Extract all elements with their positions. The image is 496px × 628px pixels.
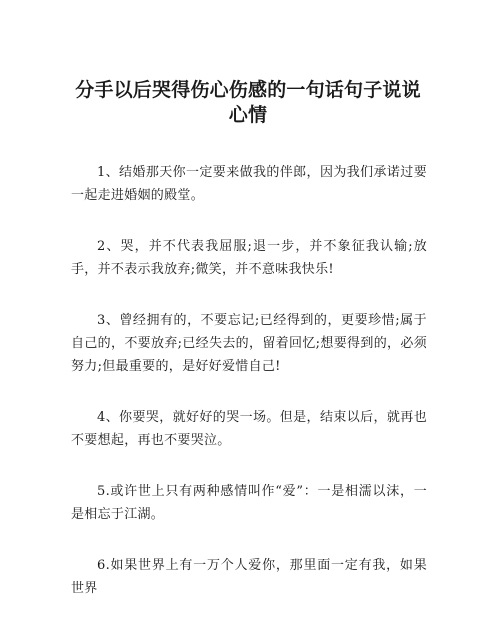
document-body [71, 161, 427, 628]
paragraph-3: 3、曾经拥有的，不要忘记;已经得到的，更要珍惜;属于自己的，不要放弃;已经失去的，留着回忆;想要得到的，必须努力;但最重要的，是好好爱惜自己! [71, 313, 427, 374]
paragraph-1: 1、结婚那天你一定要来做我的伴郎，因为我们承诺过要一起走进婚姻的殿堂。 [71, 165, 427, 203]
paragraph-5: 5.或许世上只有两种感情叫作“爱”：一是相濡以沫，一是相忘于江湖。 [71, 484, 427, 522]
paragraph-2: 2、哭，并不代表我屈服;退一步，并不象征我认输;放手，并不表示我放弃;微笑，并不意味我快乐! [71, 239, 427, 277]
document-title: 分手以后哭得伤心伤感的一句话句子说说心情 [75, 79, 421, 126]
paragraph-6: 6.如果世界上有一万个人爱你，那里面一定有我，如果世界 [71, 558, 427, 596]
paragraph-4: 4、你要哭，就好好的哭一场。但是，结束以后，就再也不要想起，再也不要哭泣。 [71, 410, 427, 448]
